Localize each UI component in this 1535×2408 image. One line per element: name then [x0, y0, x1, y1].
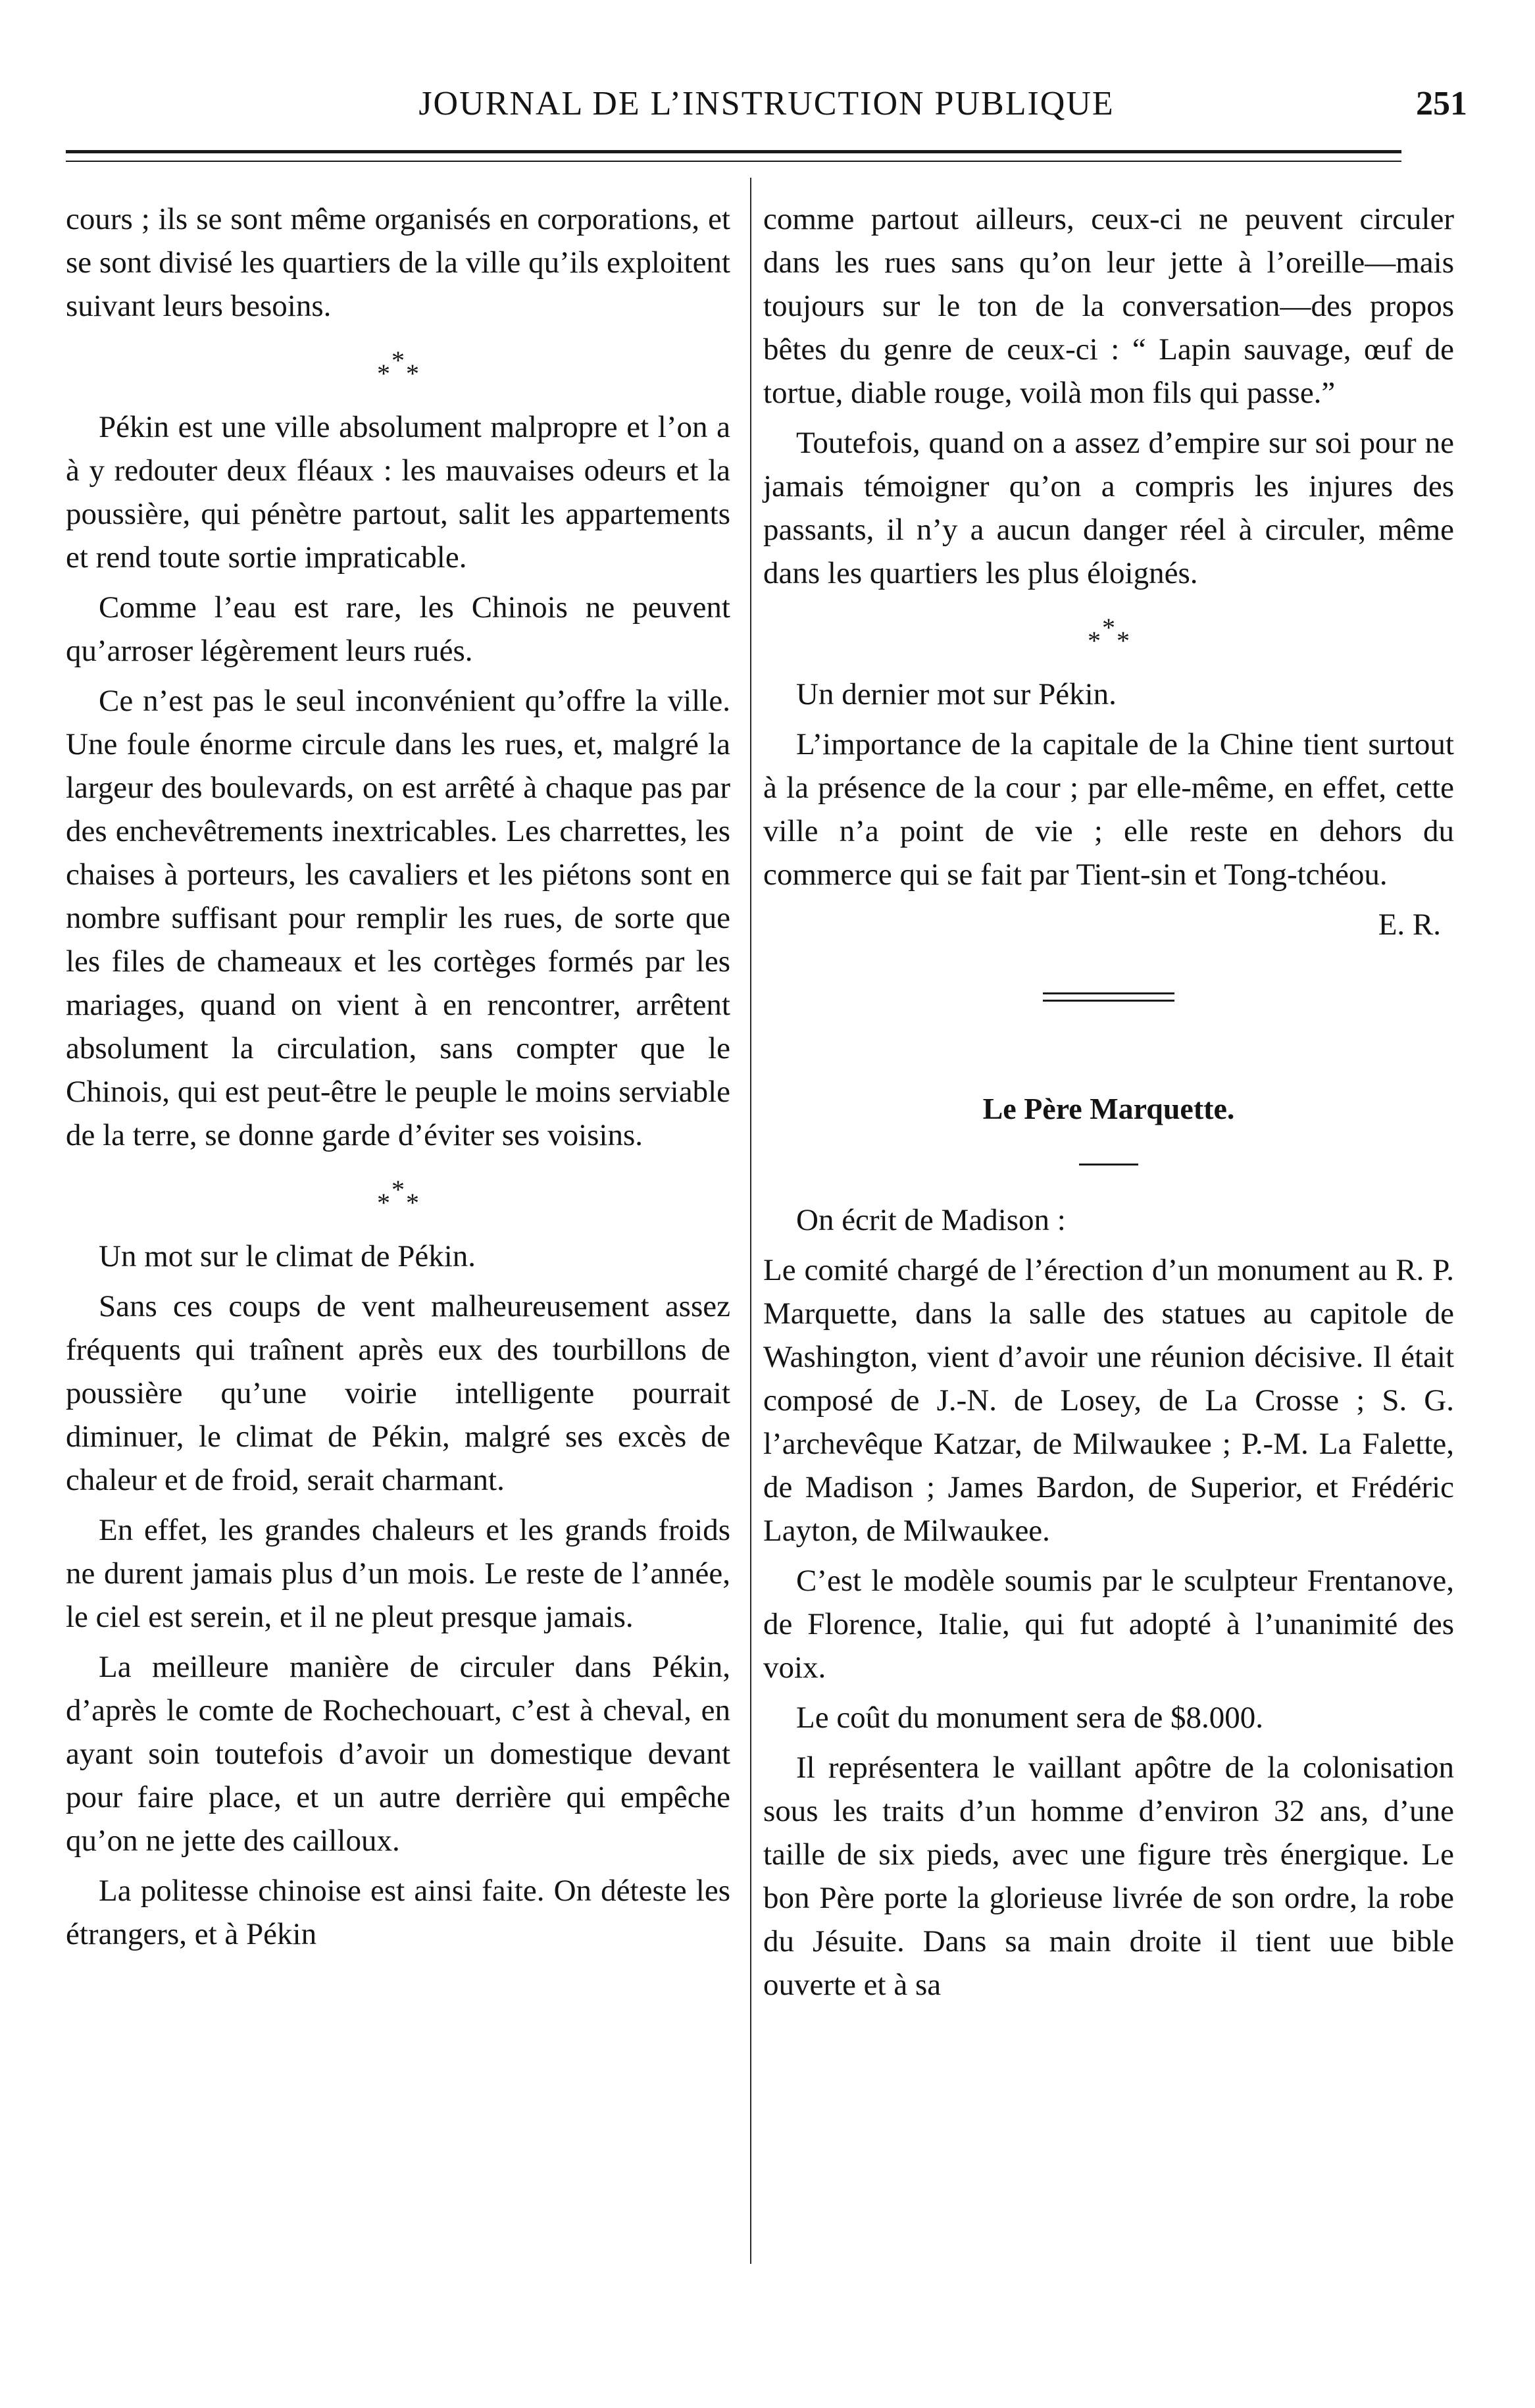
paragraph: Sans ces coups de vent malheureusement assez fréquents qui traînent après eux des tourbillons de poussière qu’une voirie intelligente pourrait diminuer, le climat de Pékin, malgré ses excès de chaleur et de froid, serait charmant.: [66, 1289, 730, 1497]
paragraph: En effet, les grandes chaleurs et les grands froids ne durent jamais plus d’un mois. Le reste de l’année, le ciel est serein, et il ne pleut presque jamais.: [66, 1513, 730, 1634]
paragraph: La politesse chinoise est ainsi faite. On déteste les étrangers, et à Pékin: [66, 1874, 730, 1951]
asterism-separator: * * *: [377, 1175, 419, 1217]
header-rule-thick: [66, 150, 1401, 153]
paragraph: comme partout ailleurs, ceux-ci ne peuvent circuler dans les rues sans qu’on leur jette à l’oreille—mais toujours sur le ton de la conversation—des propos bêtes du genre de ceux-ci : “ Lapin sauvage, œuf de tortue, diable rouge, voilà mon fils qui passe.”: [763, 202, 1454, 410]
paragraph: L’importance de la capitale de la Chine tient surtout à la présence de la cour ; par elle-même, en effet, cette ville n’a point de vie ; elle reste en dehors du commerce qui se fait par Tient-sin et Tong-tchéou.: [763, 727, 1454, 892]
paragraph: Il représentera le vaillant apôtre de la colonisation sous les traits d’un homme d’environ 32 ans, d’une taille de six pieds, avec une figure très énergique. Le bon Père porte la glorieuse livrée de son ordre, la robe du Jésuite. Dans sa main droite il tient uue bible ouverte et à sa: [763, 1751, 1454, 2002]
page-number: 251: [1416, 85, 1467, 122]
paragraph: Le coût du monument sera de $8.000.: [796, 1701, 1264, 1735]
running-header: [66, 79, 1467, 132]
asterism-separator: * * *: [1088, 613, 1130, 655]
paragraph: C’est le modèle soumis par le sculpteur Frentanove, de Florence, Italie, qui fut adopté à l’unanimité des voix.: [763, 1564, 1454, 1685]
article-title: Le Père Marquette.: [982, 1092, 1235, 1125]
paragraph: cours ; ils se sont même organisés en corporations, et se sont divisé les quartiers de la ville qu’ils exploitent suivant leurs besoins.: [66, 202, 730, 323]
paragraph: Comme l’eau est rare, les Chinois ne peuvent qu’arroser légèrement leurs rués.: [66, 590, 730, 668]
asterism-separator: * * *: [377, 346, 419, 388]
journal-title: JOURNAL DE L’INSTRUCTION PUBLIQUE: [418, 85, 1115, 122]
author-signature: E. R.: [1378, 908, 1441, 942]
paragraph: On écrit de Madison :: [796, 1203, 1066, 1237]
title-rule: [1079, 1164, 1138, 1166]
column-divider: [750, 178, 751, 2264]
paragraph: La meilleure manière de circuler dans Pékin, d’après le comte de Rochechouart, c’est à cheval, en ayant soin toutefois d’avoir un domestique devant pour faire place, et un autre derrière qui empêche qu’on ne jette des cailloux.: [66, 1650, 730, 1858]
right-column: [763, 197, 1454, 2013]
paragraph: Ce n’est pas le seul inconvénient qu’offre la ville. Une foule énorme circule dans les rues, et, malgré la largeur des boulevards, on est arrêté à chaque pas par des enchevêtrements inextricables. Les charrettes, les chaises à porteurs, les cavaliers et les piétons sont en nombre suffisant pour remplir les rues, de sorte que les files de chameaux et les cortèges formés par les mariages, quand on vient à en rencontrer, arrêtent absolument la circulation, sans compter que le Chinois, qui est peut-être le peuple le moins serviable de la terre, se donne garde d’éviter ses voisins.: [66, 684, 730, 1152]
section-double-rule: [1043, 992, 1174, 1002]
header-rule-thin: [66, 161, 1401, 162]
paragraph: Toutefois, quand on a assez d’empire sur soi pour ne jamais témoigner qu’on a compris les injures des passants, il n’y a aucun danger réel à circuler, même dans les quartiers les plus éloignés.: [763, 426, 1454, 590]
paragraph: Un dernier mot sur Pékin.: [796, 677, 1117, 711]
paragraph: Le comité chargé de l’érection d’un monument au R. P. Marquette, dans la salle des statues au capitole de Washington, vient d’avoir une réunion décisive. Il était composé de J.-N. de Losey, de La Crosse ; S. G. l’archevêque Katzar, de Milwaukee ; P.-M. La Falette, de Madison ; James Bardon, de Superior, et Frédéric Layton, de Milwaukee.: [763, 1253, 1454, 1548]
left-column: [66, 197, 730, 1962]
paragraph: Pékin est une ville absolument malpropre et l’on a à y redouter deux fléaux : les mauvaises odeurs et la poussière, qui pénètre partout, salit les appartements et rend toute sortie impraticable.: [66, 410, 730, 575]
paragraph: Un mot sur le climat de Pékin.: [99, 1239, 476, 1273]
